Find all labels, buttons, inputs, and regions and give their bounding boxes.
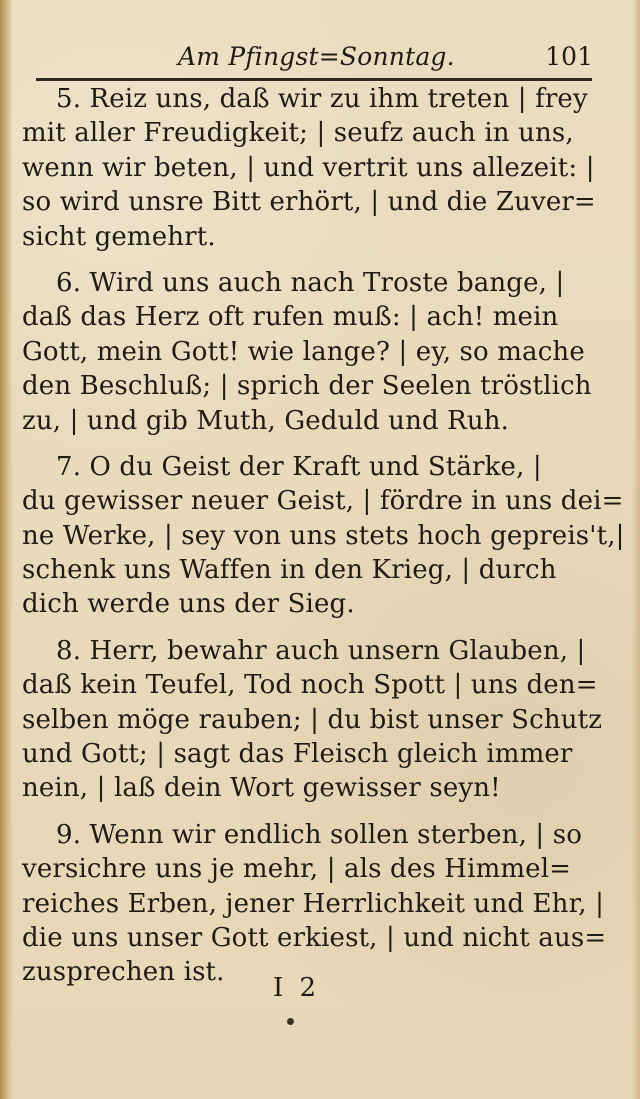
stanza-gap xyxy=(22,254,592,266)
stanza-line: 6. Wird uns auch nach Troste bange, | xyxy=(56,267,565,298)
stanza-line: und Gott; | sagt das Fleisch gleich immer xyxy=(22,739,573,770)
stanza-line: reiches Erben, jener Herrlichkeit und Ehr, | xyxy=(22,888,605,919)
stanza-line: sicht gemehrt. xyxy=(22,221,216,252)
stanza-line: du gewisser neuer Geist, | fördre in uns dei= xyxy=(22,486,624,517)
stanza-line: wenn wir beten, | und vertrit uns allezeit: | xyxy=(22,152,595,183)
stanza-line: 7. O du Geist der Kraft und Stärke, | xyxy=(56,451,542,482)
stanza-gap xyxy=(22,438,592,450)
stanza-line: 8. Herr, bewahr auch unsern Glauben, | xyxy=(56,635,586,666)
stanza-line: zusprechen ist. xyxy=(22,957,225,988)
page-left-edge xyxy=(0,0,13,1099)
stanza-line: 5. Reiz uns, daß wir zu ihm treten | frey xyxy=(56,84,588,114)
stanza-gap xyxy=(22,622,592,634)
stanza-line: daß kein Teufel, Tod noch Spott | uns den= xyxy=(22,670,598,701)
stanza-line: daß das Herz oft rufen muß: | ach! mein xyxy=(22,302,559,333)
stanza-line: den Beschluß; | sprich der Seelen tröstlich xyxy=(22,371,592,402)
header-rule xyxy=(36,78,592,81)
hymn-text-block xyxy=(22,82,625,990)
stanza-line: selben möge rauben; | du bist unser Schutz xyxy=(22,704,603,735)
stanza-line: ne Werke, | sey von uns stets hoch gepreis't,| xyxy=(22,520,625,551)
running-header xyxy=(38,36,593,72)
page-number: 101 xyxy=(545,42,593,71)
stanza-line: dich werde uns der Sieg. xyxy=(22,589,355,620)
header-title: Am Pfingst=Sonntag. xyxy=(178,42,455,71)
stanza-line: schenk uns Waffen in den Krieg, | durch xyxy=(22,555,557,586)
stanza-line: nein, | laß dein Wort gewisser seyn! xyxy=(22,773,501,804)
stanza-gap xyxy=(22,806,592,818)
page-right-edge xyxy=(632,0,640,1099)
stanza-line: mit aller Freudigkeit; | seufz auch in uns, xyxy=(22,118,574,149)
stanza-line: die uns unser Gott erkiest, | und nicht aus= xyxy=(22,922,607,953)
stanza-line: 9. Wenn wir endlich sollen sterben, | so xyxy=(56,819,583,850)
stanza-line: versichre uns je mehr, | als des Himmel= xyxy=(22,854,572,885)
stanza-line: so wird unsre Bitt erhört, | und die Zuver= xyxy=(22,187,596,218)
stanza-line: zu, | und gib Muth, Geduld und Ruh. xyxy=(22,405,510,436)
signature-mark: I 2 xyxy=(273,973,321,1003)
stanza-line: Gott, mein Gott! wie lange? | ey, so mache xyxy=(22,336,585,367)
ink-dot xyxy=(287,1018,294,1025)
